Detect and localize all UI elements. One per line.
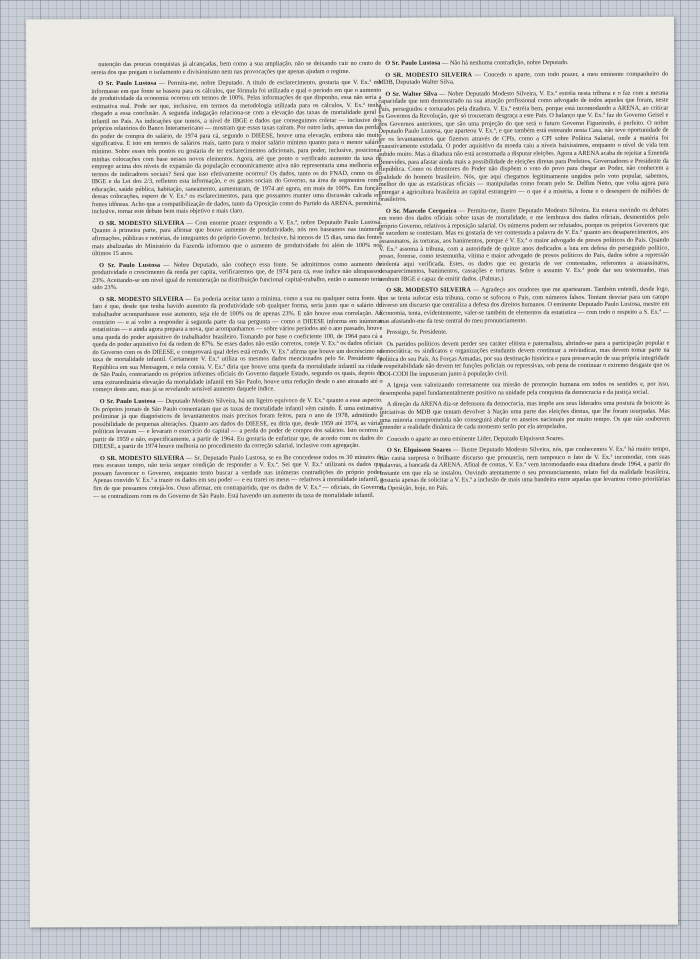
- right-column: [378, 59, 670, 496]
- paragraph: [378, 59, 668, 68]
- paragraph: [378, 89, 668, 203]
- paragraph-text: Os partidos políticos devem perder seu caráter elitista e paternalista, abrindo-se para a participação popular e democrática; os sindicatos e organizações estudantis devem continuar a reivindicar, mas devem tomar parte na política do seu País. As Forças Armadas, por sua destinação histórica e para preservação de sua própria integridade e respeitabilidade não devem ter funções policiais ou repressivas, sob pena de continuar o extremo desgaste que os DOI-CODI lhe impuseram junto à população civil.: [379, 339, 670, 378]
- paragraph-text: — Nobre Deputado Modesto Silveira, V. Ex.ª estréia nesta tribuna e o faz com a mesma capacidade que tem demonstrado na sua atuação profissional como advogado de todos aqueles que foram, neste País, perseguidos e torturados pela ditadura. V. Ex.ª estréia bem, porque está incomodando a ARENA, ao criticar os Governos da Revolução, que só trouxeram desgraça a este País. O balanço que V. Ex.ª faz do Governo Geisel e dos Governos anteriores, que são uma projeção do que será o futuro Governo Figueiredo, é perfeito. O nobre Deputado Paulo Lustosa, que aparteou V. Ex.ª, e que também está estreando nesta Casa, não teve oportunidade de ler os levantamentos que fizemos através de CPIs, como a CPI sobre Política Salarial, onde a matéria foi exaustivamente estudada. O poder aquisitivo da moeda caiu a níveis baixíssimos, enquanto o nível de vida tem subido muito. Mas a ditadura não está acostumada a disputar eleições. Agora a ARENA acaba de rejeitar a Emenda Benevides, para afastar ainda mais a possibilidade de eleições diretas para Prefeitos, Governadores e Presidente da República. Como os detentores do Poder não dispõem o voto do povo para chegar ao Poder, não conhecem a realidade do homem brasileiro. Nós, que aqui chegamos legitimamente ungidos pelo voto popular, sabemos, melhor do que as estatísticas oficiais — manipuladas como foram pelo Sr. Delfim Netto, que volta agora para entregar a agricultura brasileira ao capital estrangeiro — o que é a miséria, a fome e o desespero de milhões de brasileiros.: [378, 89, 669, 204]
- paragraph: [91, 60, 381, 76]
- speaker-name: O SR. MODESTO SILVEIRA: [99, 454, 185, 462]
- paragraph-text: — Sr. Deputado Paulo Lustosa, se eu lhe concedesse todos os 30 minutos do meu escasso tempo, não teria sequer condição de responder a V. Ex.ª. Sei que V. Ex.ª utilizará os dados que possam favorecer o Governo, enquanto tento buscar a verdade nas inúmeras contradições do próprio poder. Apenas convido V. Ex.ª a trazer os dados em seu poder — e eu trarei os meus — relativos à mortalidade infantil, a fim de que possamos cotejá-los. Ouso afirmar, em contrapartida, que os dados de V. Ex.ª — oficiais, do Governo — se contradizem com os do Governo de São Paulo. Está havendo um aumento da taxa de mortalidade infantil.: [92, 453, 384, 500]
- speaker-name: O SR. MODESTO SILVEIRA: [386, 286, 471, 295]
- paragraph: [380, 446, 670, 493]
- speaker-name: O Sr. Paulo Lustosa: [98, 79, 157, 88]
- paragraph: [379, 286, 669, 325]
- speaker-name: O Sr. Paulo Lustosa: [99, 397, 156, 406]
- paragraph-text: — Permita-me, ilustre Deputado Modesto Silveira. Eu estava ouvindo os debates em torno dos dados oficiais sobre taxas de mortalidade, e me lembrava dos dados oficiais, desmentidos pelo próprio Governo, relativos à reposição salarial. Os números podem ser refutados, porque os próprios Governos que se sucedem se contestam. Mas eu gostaria de ver contestada a palavra de V. Ex.ª quanto aos desaparecimentos, aos assassinatos, às torturas, aos banimentos, porque é V. Ex.ª o maior advogado de presos políticos do País. Quando V. Ex.ª assoma à tribuna, com a autoridade de quinze anos dedicados a luta em defesa do perseguido político, posso, forense, como testemunha, vítima e maior advogado de presos políticos do País, dados sobre a repressão violenta aqui verificada. Estes, os dados que eu gostaria de ver contestados, referentes a assassinatos, desaparecimentos, banimentos, cassações e torturas. Sobre o assunto V. Ex.ª pode dar seu testemunho, mas nenhum IBGE é capaz de emitir dados. (Palmas.): [378, 206, 670, 283]
- document-page: [26, 17, 678, 928]
- paragraph-text: — Concedo o aparte, com todo prazer, a meu eminente companheiro do MDB, Deputado Walter Silva.: [378, 70, 669, 86]
- speaker-name: O Sr. Paulo Lustosa: [385, 59, 441, 67]
- speaker-name: O Sr. Marcelo Cerqueira: [385, 207, 457, 215]
- paragraph-text: — Deputado Modesto Silveira, há um ligeiro equívoco de V. Ex.ª quanto a esse aspecto. Os próprios jornais de São Paulo comentaram que as taxas de mortalidade infantil vêm caindo. É uma estimativa preliminar já que diagnósticos de levantamentos mais precisos foram feitos, para o ano de 1978, admitindo a possibilidade de pequenas alterações. Quanto aos dados do DIEESE, eu diria que, desde 1959 até 1974, as várias políticas levaram — e levaram o exercício do capital — a perda do poder de compra dos salários. Isto ocorreu a partir de 1959 e não, especificamente, a partir de 1964. Eu gostaria de enfatizar que, de acordo com os dados do DIEESE, a partir de 1974 houve melhoria no procedimento da correção salarial, inclusive com agregação.: [92, 396, 383, 451]
- paragraph-text: Concedo o aparte ao meu eminente Líder, Deputado Elquisson Soares.: [386, 434, 565, 443]
- paragraph-text: — Nobre Deputado, não conheço essa fonte. Se admitirmos como aumento de produtividade o crescimento da renda per capita, verificaremos que, de 1974 para cá, esse índice não ultrapassou 23%. Aceitando-se um nível igual de remuneração na distribuição funcional capital-trabalho, então o aumento teria sido 23%.: [92, 260, 383, 292]
- paragraph: [379, 206, 669, 283]
- speaker-name: O Sr. Paulo Lustosa: [99, 261, 161, 269]
- paragraph-text: — Agradeço aos oradores que me apartearam. Também entendi, desde logo, que se tenta sufocar esta tribuna, como se sufocou o País, com números falsos. Tentam desviar para um campo diverso um discurso que centraliza a defesa dos direitos humanos. O eminente Deputado Paulo Lustosa, mestre em Economia, tenta, evidentemente, valer-se também de elementos da estatística — com todo o respeito a S. Ex.ª — mas afastando-me da tese central do meu pronunciamento.: [379, 285, 670, 325]
- paragraph-text: A direção da ARENA diz-se defensora da democracia, mas impõe aos seus liderados uma postura de boicote às iniciativas do MDB que tentam devolver à Nação uma parte das eleições diretas, que lhe foram usurpadas. Mas uma minoria comprometida não conseguirá abafar os anseios nacionais por muito tempo. Os que não souberem entender a realidade dinâmica de cada momento serão por ela atropelados.: [379, 400, 670, 431]
- paragraph: [93, 454, 383, 501]
- paragraph-text: — Não há nenhuma contradição, nobre Deputado.: [440, 59, 569, 67]
- paragraph: [380, 381, 670, 397]
- paragraph: [380, 434, 670, 443]
- paragraph: [92, 261, 382, 292]
- paragraph: [92, 219, 382, 258]
- speaker-name: O SR. MODESTO SILVEIRA: [385, 71, 473, 79]
- paragraph: [92, 295, 382, 394]
- paragraph: [380, 400, 670, 431]
- paragraph: [379, 328, 669, 337]
- paragraph-text: — Com enorme prazer respondo a V. Ex.ª, nobre Deputado Paulo Lustosa. Quanto à primeira parte, para afirmar que houve aumento de produtividade, nós nos baseamos nas inúmeras afirmações, públicas e notórias, de integrantes do próprio Governo. Inclusive, há menos de 15 dias, uma das fontes mais abalizadas do Ministério da Fazenda informou que o aumento de produtividade foi além de 100% nos últimos 15 anos.: [91, 218, 383, 258]
- paragraph: [378, 70, 668, 86]
- paragraph-text: — Permita-me, nobre Deputado. A título de esclarecimento, gostaria que V. Ex.ª me informasse em que fonte se baseou para os cálculos, que fórmula foi utilizada e qual o período em que o aumento de produtividade da economia ocorreu em termos de 100%. Pelas informações de que disponho, essa não seria a estimativa real. Pode ser que, inclusive, em termos da metodologia utilizada para os cálculos, V. Ex.ª tenha chegado a essa conclusão. A segunda indagação relaciona-se com a elevação das taxas de mortalidade geral e infantil no País. As indicações que temos, a nível de IBGE e dados que conseguimos coletar — inclusive dos próprios relatórios do Banco Interamericano — mostram que essas taxas caíram. Por outro lado, apenas das perdas do poder de compra do salário, de 1974 para cá, segundo o DIEESE, houve uma elevação, embora não muito significativa. E isto em termos de salários reais, tanto para o maior salário mínimo quanto para o menor salário mínimo. Sobre esses três pontos eu gostaria de ter esclarecimentos adicionais, para poder, inclusive, posicionar minhas colocações com base nesses novos elementos. Agora, até que ponto o verificado aumento da taxa de emprego acima dos níveis de expansão da população economicamente ativa não representaria uma melhoria em termos de indicadores sociais? Será que isso efetivamente ocorreu? Os dados, tanto os do FNAD, como os do IBGE e da Lei dos 2/3, refletem esta informação, e os gastos sociais do Governo, na área de segmentos como educação, saúde pública, habitação, saneamento, aumentaram, de 1974 até agora, em mais de 100%. Em função dessas colocações, espero de V. Ex.ª os esclarecimentos, para que possamos manter uma discussão calcada em fontes idôneas. Acho que a compatibilização de dados, tanto da Oposição como do Partido da ARENA, permitiria, inclusive, tornar este debate bem mais objetivo e mais claro.: [91, 78, 382, 216]
- left-column: [91, 60, 383, 503]
- paragraph-text: Prossigo, Sr. Presidente.: [386, 328, 448, 336]
- paragraph-text: A Igreja vem valorizando corretamente sua missão de promoção humana em todos os sentidos e, por isso, desempenha papel fundamentalmente positivo na unidade pela conquista da democracia e da justiça social.: [379, 380, 670, 397]
- speaker-name: O SR. MODESTO SILVEIRA: [99, 295, 184, 303]
- paragraph-text: — Ilustre Deputado Modesto Silveira, nós, que conhecemos V. Ex.ª há muito tempo, não causa surpresa o brilhante discurso que pronuncia, nem tampouco o fato de V. Ex.ª incomodar, com suas palavras, a bancada da ARENA. Afinal de contas, V. Ex.ª vem incomodando essa ditadura desde 1964, a partir do instante em que ela se instalou. Ouvindo atentamente o seu pronunciamento, relato fiel da realidade brasileira, gostaria apenas de solicitar a V. Ex.ª a inclusão de mais uma bandeira entre aquelas que levantou como prioritárias da Oposição, hoje, no País.: [379, 445, 671, 492]
- paragraph-text: — Eu poderia aceitar tanto a mínima, como a sua ou qualquer outra fonte. O fato é que, desde que tenha havido aumento da produtividade sob qualquer forma, seria justo que o salário do trabalhador acompanhasse esse aumento, seja ele de 100% ou de apenas 23%. E não houve essa correlação. Ao contrário — e aí volto a responder à segunda parte da sua pergunta — como o DIEESE informa em inúmeras estatísticas — e ainda agora prepara a nova, que acompanhamos — sobre vários períodos até o ano passado, houve uma queda do poder aquisitivo do trabalhador brasileiro. Tomando por base o coeficiente 100, de 1964 para cá a queda do poder aquisitivo foi da ordem de 87%. Se esses dados não estão corretos, coteje V. Ex.ª os dados oficiais do Governo com os do DIEESE, e comprovará qual deles está errado. V. Ex.ª afirma que houve um decréscimo na taxa de mortalidade infantil. Certamente V. Ex.ª utiliza os mesmos dados mencionados pelo Sr. Presidente da República em sua Mensagem, e nela consta. V. Ex.ª diria que houve uma queda da mortalidade infantil na cidade de São Paulo, contrariando os próprios informes oficiais do Governo daquele Estado, segundo os quais, depois de uma extraordinária elevação da mortalidade infantil em São Paulo, houve uma redução desde o ano atrasado até o começo deste ano, mas já se revelando sensível aumento daquele índice.: [92, 294, 383, 394]
- speaker-name: O Sr. Elquisson Soares: [386, 446, 452, 455]
- paragraph: [91, 79, 382, 216]
- paragraph: [93, 397, 383, 451]
- speaker-name: O SR. MODESTO SILVEIRA: [98, 219, 185, 228]
- paragraph: [379, 339, 669, 378]
- speaker-name: O Sr. Walter Silva: [385, 90, 438, 98]
- paragraph-text: nutenção das poucas conquistas já alcançadas, bem como a sua ampliação, não se deixando cair no conto de sereia dos que pregam o isolamento e divisionismo nem nas provocações que apenas ajudam o regime.: [91, 59, 382, 76]
